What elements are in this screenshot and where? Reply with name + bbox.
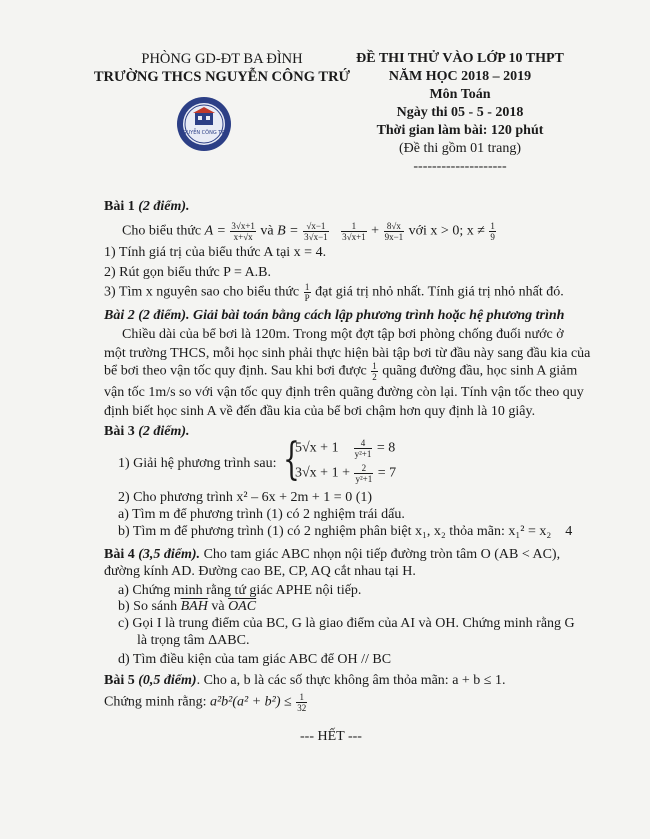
exam-date: Ngày thi 05 - 5 - 2018: [396, 105, 524, 120]
bai4-d: d) Tìm điều kiện của tam giác ABC để OH // BC: [118, 652, 392, 667]
bai4-c1: c) Gọi I là trung điểm của BC, G là giao điểm của AI và OH. Chứng minh rằng G: [118, 616, 575, 631]
bai3-q1: 1) Giải hệ phương trình sau:: [118, 456, 277, 471]
bai2-heading: Bài 2 (2 điểm). Giải bài toán bằng cách lập phương trình hoặc hệ phương trình: [104, 308, 565, 323]
header-left: [72, 50, 372, 86]
exam-duration: Thời gian làm bài: 120 phút: [376, 123, 544, 138]
bai2-line2: một trường THCS, mỗi học sinh phải thực hiện bài tập bơi từ đầu này sang đầu kia của: [104, 346, 591, 361]
bai1-q3: 3) Tìm x nguyên sao cho biểu thức $\frac{1}{P}$ đạt giá trị nhỏ nhất. Tính giá trị nhỏ nhất đó.: [104, 282, 564, 303]
svg-text:NGUYỄN CÔNG TRỨ: NGUYỄN CÔNG TRỨ: [178, 130, 230, 136]
equation-system: [283, 434, 413, 486]
bai5-line2: Chứng minh rằng: a²b²(a² + b²) ≤ $\frac{1}{32}$: [104, 692, 307, 713]
bai3-heading: Bài 3 (2 điểm).: [104, 424, 190, 439]
brace-icon: {: [283, 434, 300, 485]
bai3-qb: b) Tìm m để phương trình (1) có 2 nghiệm phân biệt x₁, x₂ thỏa mãn: x₁² = x₂ 4: [118, 524, 573, 539]
bai4-line2: đường kính AD. Đường cao BE, CP, AQ cắt nhau tại H.: [104, 564, 416, 579]
equation-1: 5√x + 1 $\frac{4}{\text{y²+1}}$ = 8: [295, 438, 396, 459]
bai1-expression: Cho biểu thức A = $\frac{3√x+1}{x+√x}$ và B = $\frac{√x-1}{3√x-1}$ $\frac{1}{3√x+1}$ + $\frac{8√x}{9x-1}$ với x > 0; x ≠ $\frac{1}{9}$: [122, 221, 495, 242]
bai4-heading: Bài 4 (3,5 điểm). Cho tam giác ABC nhọn nội tiếp đường tròn tâm O (AB < AC),: [104, 547, 561, 562]
school-year: NĂM HỌC 2018 – 2019: [388, 69, 532, 84]
school-name: TRƯỜNG THCS NGUYỄN CÔNG TRỨ: [93, 69, 351, 85]
equation-2: 3√x + 1 + $\frac{2}{\text{y²+1}}$ = 7: [295, 463, 397, 484]
department: PHÒNG GD-ĐT BA ĐÌNH: [141, 51, 303, 67]
header-divider: --------------------: [413, 159, 507, 174]
bai5-heading: Bài 5 (0,5 điểm). Cho a, b là các số thực không âm thỏa mãn: a + b ≤ 1.: [104, 673, 506, 688]
angle-oac: $\overline{OAC}$: [228, 599, 257, 614]
header-right: [350, 50, 570, 176]
bai1-q2: 2) Rút gọn biểu thức P = A.B.: [104, 265, 272, 280]
school-logo-icon: [176, 96, 232, 152]
bai2-line3: bể bơi theo vận tốc quy định. Sau khi bơi được $\frac{1}{2}$ quãng đường đầu, học sinh A giảm: [104, 361, 578, 382]
end-marker: --- HẾT ---: [300, 729, 362, 744]
page-count: (Đề thi gồm 01 trang): [398, 141, 522, 156]
bai3-q2: 2) Cho phương trình x² – 6x + 2m + 1 = 0 (1): [118, 490, 373, 505]
bai4-a: a) Chứng minh rằng tứ giác APHE nội tiếp.: [118, 583, 362, 598]
angle-bah: $\overline{BAH}$: [180, 599, 208, 614]
exam-title: ĐỀ THI THỬ VÀO LỚP 10 THPT: [356, 51, 564, 66]
bai4-c2: là trọng tâm ΔABC.: [137, 633, 250, 648]
subject: Môn Toán: [429, 87, 491, 102]
bai2-line1: Chiều dài của bể bơi là 120m. Trong một đợt tập bơi phòng chống đuối nước ở: [122, 327, 564, 342]
bai2-line5: định biết học sinh A về đến đầu kia của bể bơi chậm hơn quy định là 10 giây.: [104, 404, 536, 419]
bai3-qa: a) Tìm m để phương trình (1) có 2 nghiệm trái dấu.: [118, 507, 405, 522]
bai1-heading: Bài 1 (2 điểm).: [104, 199, 190, 214]
bai1-q1: 1) Tính giá trị của biểu thức A tại x = 4.: [104, 245, 327, 260]
bai2-line4: vận tốc 1m/s so với vận tốc quy định trên quãng đường còn lại. Tính vận tốc theo quy: [104, 385, 584, 400]
bai4-b: b) So sánh $\overline{BAH}$ và $\overline{OAC}$: [118, 599, 257, 614]
